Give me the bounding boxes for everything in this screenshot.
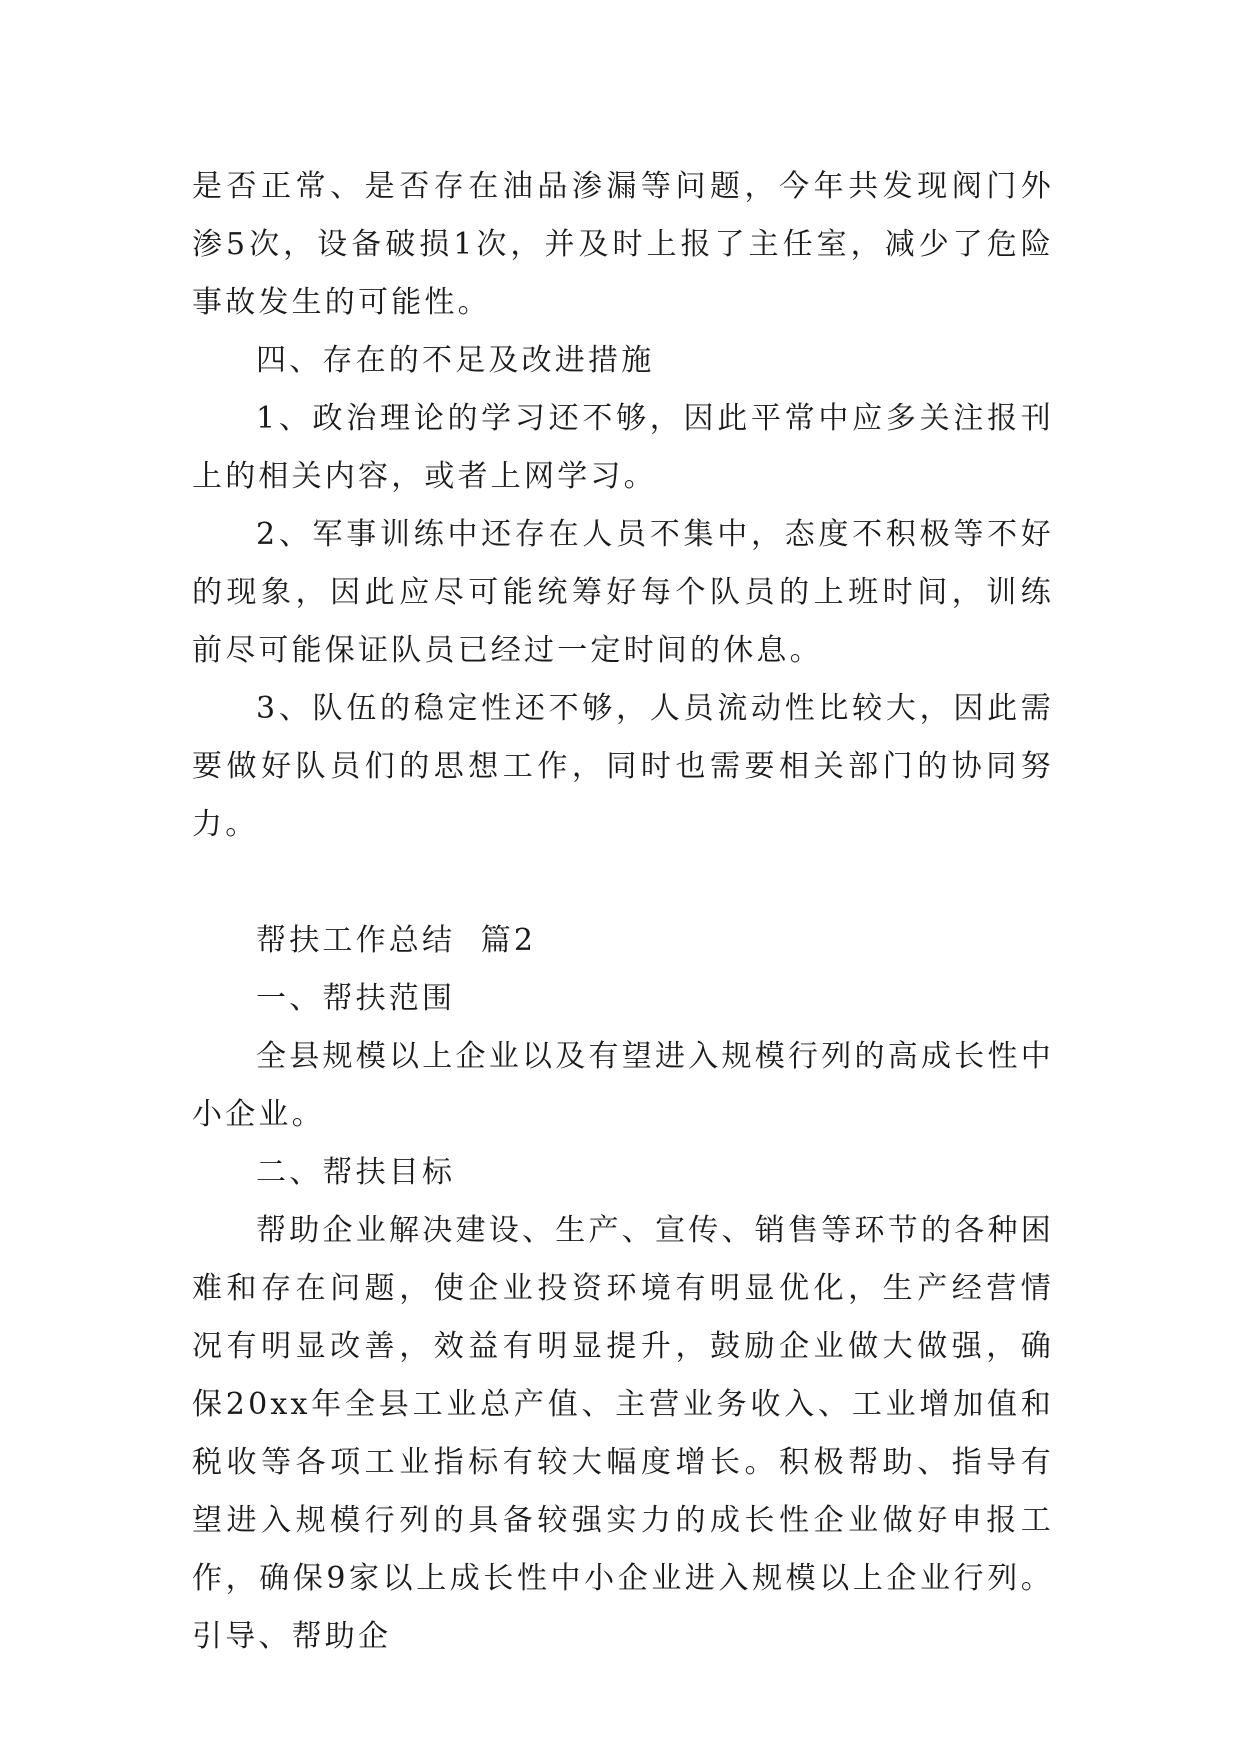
paragraph-continued: 是否正常、是否存在油品渗漏等问题，今年共发现阀门外渗5次，设备破损1次，并及时上报了主任室，减少了危险事故发生的可能性。	[192, 169, 1054, 320]
section-heading-shortcomings: 四、存在的不足及改进措施	[256, 343, 655, 378]
section-spacer	[192, 854, 1054, 912]
paragraph-item-2: 2、军事训练中还存在人员不集中，态度不积极等不好的现象，因此应尽可能统筹好每个队员的上班时间，训练前尽可能保证队员已经过一定时间的休息。	[192, 517, 1054, 668]
paragraph-scope: 全县规模以上企业以及有望进入规模行列的高成长性中小企业。	[192, 1039, 1054, 1132]
heading-scope: 一、帮扶范围	[256, 981, 456, 1016]
article-title: 帮扶工作总结 篇2	[256, 923, 537, 958]
paragraph-item-3: 3、队伍的稳定性还不够，人员流动性比较大，因此需要做好队员们的思想工作，同时也需要相关部门的协同努力。	[192, 691, 1054, 842]
paragraph-goals: 帮助企业解决建设、生产、宣传、销售等环节的各种困难和存在问题，使企业投资环境有明显优化，生产经营情况有明显改善，效益有明显提升，鼓励企业做大做强，确保20xx年全县工业总产值、主营业务收入、工业增加值和税收等各项工业指标有较大幅度增长。积极帮助、指导有望进入规模行列的具备较强实力的成长性企业做好申报工作，确保9家以上成长性中小企业进入规模以上企业行列。引导、帮助企	[192, 1213, 1054, 1654]
paragraph-item-1: 1、政治理论的学习还不够，因此平常中应多关注报刊上的相关内容，或者上网学习。	[192, 401, 1054, 494]
heading-goals: 二、帮扶目标	[256, 1155, 456, 1190]
document-page	[192, 158, 1054, 1666]
